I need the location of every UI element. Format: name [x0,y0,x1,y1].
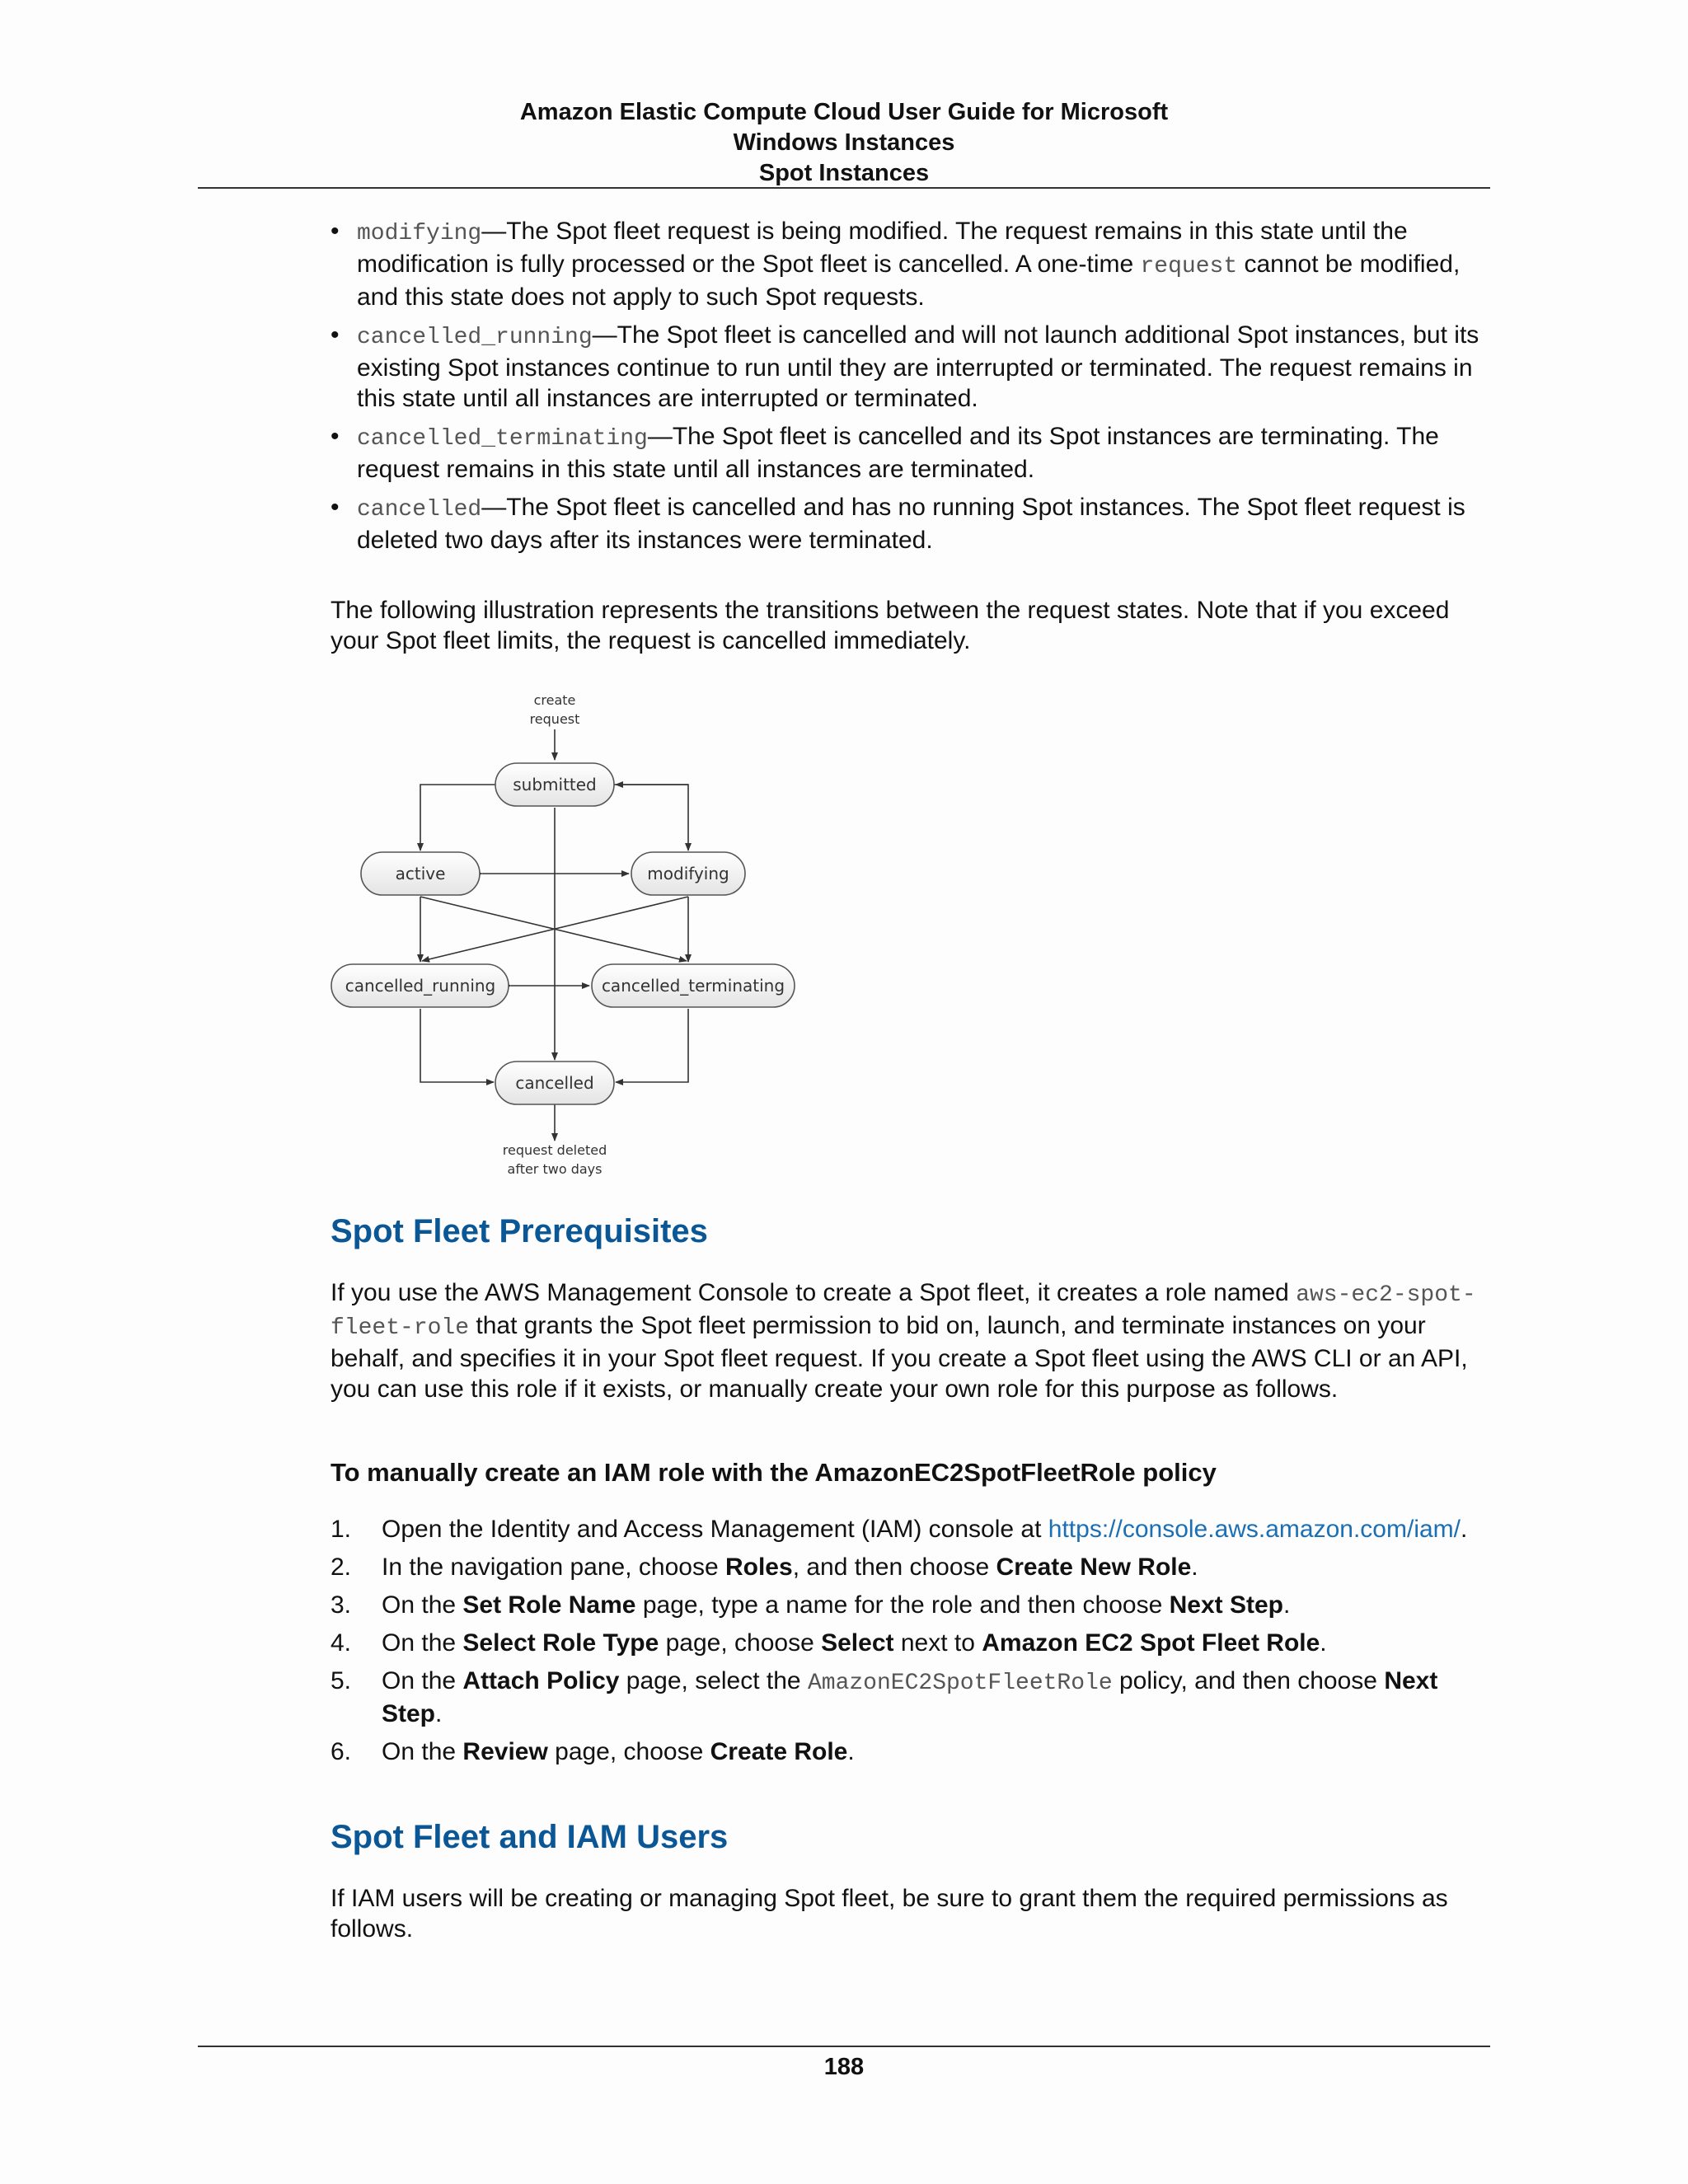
ui-term-spot-fleet-role: Amazon EC2 Spot Fleet Role [982,1629,1320,1657]
procedure-steps-block [331,1514,1493,1774]
request-deleted-label-2: after two days [507,1161,603,1177]
step-item [331,1666,1493,1729]
node-active-label: active [395,864,446,883]
state-description: —The Spot fleet is cancelled and will not launch additional Spot instances, but its existing Spot instances continue to run until they are interrupted or terminated. The request remains in this state until all instances are interrupted or terminated. [357,321,1479,412]
step-text: policy, and then choose [1112,1667,1385,1694]
step-text: , and then choose [792,1554,996,1581]
step-text: page, type a name for the role and then choose [635,1591,1170,1619]
node-submitted-label: submitted [513,775,597,794]
step-number: 2. [331,1554,352,1581]
inline-code-policy-name: AmazonEC2SpotFleetRole [807,1671,1113,1696]
prereq-text-cont: that grants the Spot fleet permission to bid on, launch, and terminate instances on your behalf, and specifies it in your Spot fleet request. If you create a Spot fleet using the AWS CLI or an API, you can use this role if it exists, or manually create your own role for this purpose as follows. [331,1312,1468,1403]
list-item [331,320,1493,414]
inline-code: request [1140,254,1238,279]
request-states-list-block [331,216,1493,563]
state-transition-diagram [326,684,804,1187]
request-deleted-label-1: request deleted [502,1142,607,1158]
bullet-icon: • [331,494,340,521]
state-description: —The Spot fleet is cancelled and its Spot instances are terminating. The request remains in this state until all instances are terminated. [357,423,1439,483]
running-header [198,97,1490,189]
create-request-label-1: create [533,692,576,708]
node-cancelled-label: cancelled [515,1073,594,1093]
state-code: cancelled_terminating [357,426,648,452]
node-cancelled-running-label: cancelled_running [345,976,496,996]
prerequisites-paragraph [331,1277,1493,1404]
step-number: 6. [331,1738,352,1765]
step-text: next to [893,1629,982,1657]
step-item [331,1628,1493,1658]
page-number: 188 [823,2054,865,2080]
procedure-title: To manually create an IAM role with the AmazonEC2SpotFleetRole policy [331,1458,1217,1487]
step-text: . [1282,1591,1291,1619]
step-text: . [847,1738,855,1765]
ui-term-create-new-role: Create New Role [996,1554,1192,1581]
node-modifying-label: modifying [647,864,729,883]
list-item [331,492,1493,555]
step-text: page, choose [659,1629,822,1657]
list-item [331,421,1493,485]
step-text: On the [382,1629,463,1657]
step-text: . [435,1700,443,1727]
ui-term-create-role: Create Role [710,1738,848,1765]
step-number: 5. [331,1667,352,1694]
step-item [331,1514,1493,1544]
section-heading-iam-users: Spot Fleet and IAM Users [331,1819,729,1855]
list-item [331,216,1493,312]
node-active [361,852,480,895]
node-modifying [631,852,745,895]
ui-term-roles: Roles [724,1554,793,1581]
node-cancelled-terminating-label: cancelled_terminating [601,976,785,996]
edge-terminating-to-cancelled [616,1009,688,1082]
ui-term-select: Select [821,1629,894,1657]
step-text: Open the Identity and Access Management (IAM) console at [382,1516,1048,1543]
step-item [331,1736,1493,1767]
header-title-line-2: Windows Instances [733,129,955,156]
state-description: —The Spot fleet is cancelled and has no running Spot instances. The Spot fleet request is deleted two days after its instances were terminated. [357,494,1465,554]
node-cancelled-terminating [592,964,795,1007]
step-number: 4. [331,1629,352,1657]
state-code: cancelled_running [357,325,593,350]
inline-code-role-name: aws-ec2-spot-fleet-role [331,1282,1476,1341]
iam-console-link[interactable]: https://console.aws.amazon.com/iam/ [1048,1516,1461,1543]
edge-running-to-cancelled [420,1009,494,1082]
iam-users-paragraph: If IAM users will be creating or managing Spot fleet, be sure to grant them the required permissions as follows. [331,1885,1448,1943]
bullet-icon: • [331,218,340,245]
step-item [331,1590,1493,1620]
procedure-steps [331,1514,1493,1767]
step-text: On the [382,1591,463,1619]
ui-term-attach-policy: Attach Policy [462,1667,620,1694]
step-text: On the [382,1667,463,1694]
step-text: . [1191,1554,1198,1581]
ui-term-next-step: Next Step [1169,1591,1283,1619]
node-cancelled-running [331,964,509,1007]
bullet-icon: • [331,423,340,450]
node-submitted [495,763,614,806]
step-text: On the [382,1738,463,1765]
edge-submitted-to-active [420,785,496,851]
step-text: In the navigation pane, choose [382,1554,725,1581]
step-text: page, select the [619,1667,808,1694]
bullet-icon: • [331,321,340,349]
header-title-line-1: Amazon Elastic Compute Cloud User Guide for Microsoft [519,99,1169,125]
ui-term-review: Review [462,1738,548,1765]
section-heading-prerequisites: Spot Fleet Prerequisites [331,1213,708,1249]
ui-term-next-step: Next Step [382,1667,1438,1727]
header-section-title: Spot Instances [758,160,930,186]
step-text-end: . [1461,1516,1468,1543]
step-item [331,1552,1493,1582]
illustration-intro-paragraph: The following illustration represents the transitions between the request states. Note that if you exceed your Spot fleet limits, the request is cancelled immediately. [331,597,1450,654]
prereq-text: If you use the AWS Management Console to create a Spot fleet, it creates a role named [331,1279,1296,1306]
state-code: cancelled [357,497,482,523]
step-text: page, choose [547,1738,710,1765]
state-description-cont: cannot be modified, and this state does not apply to such Spot requests. [357,251,1461,311]
ui-term-set-role-name: Set Role Name [462,1591,636,1619]
step-number: 1. [331,1516,352,1543]
edge-submitted-to-modifying [655,785,688,851]
footer-divider [198,2046,1490,2047]
step-number: 3. [331,1591,352,1619]
node-cancelled [495,1062,614,1104]
state-code: modifying [357,221,482,246]
request-states-list [331,216,1493,555]
create-request-label-2: request [529,711,580,727]
ui-term-select-role-type: Select Role Type [462,1629,659,1657]
state-description: —The Spot fleet request is being modified. The request remains in this state until the modification is fully processed or the Spot fleet is cancelled. A one-time [357,218,1408,278]
step-text: . [1320,1629,1327,1657]
header-divider [198,187,1490,189]
